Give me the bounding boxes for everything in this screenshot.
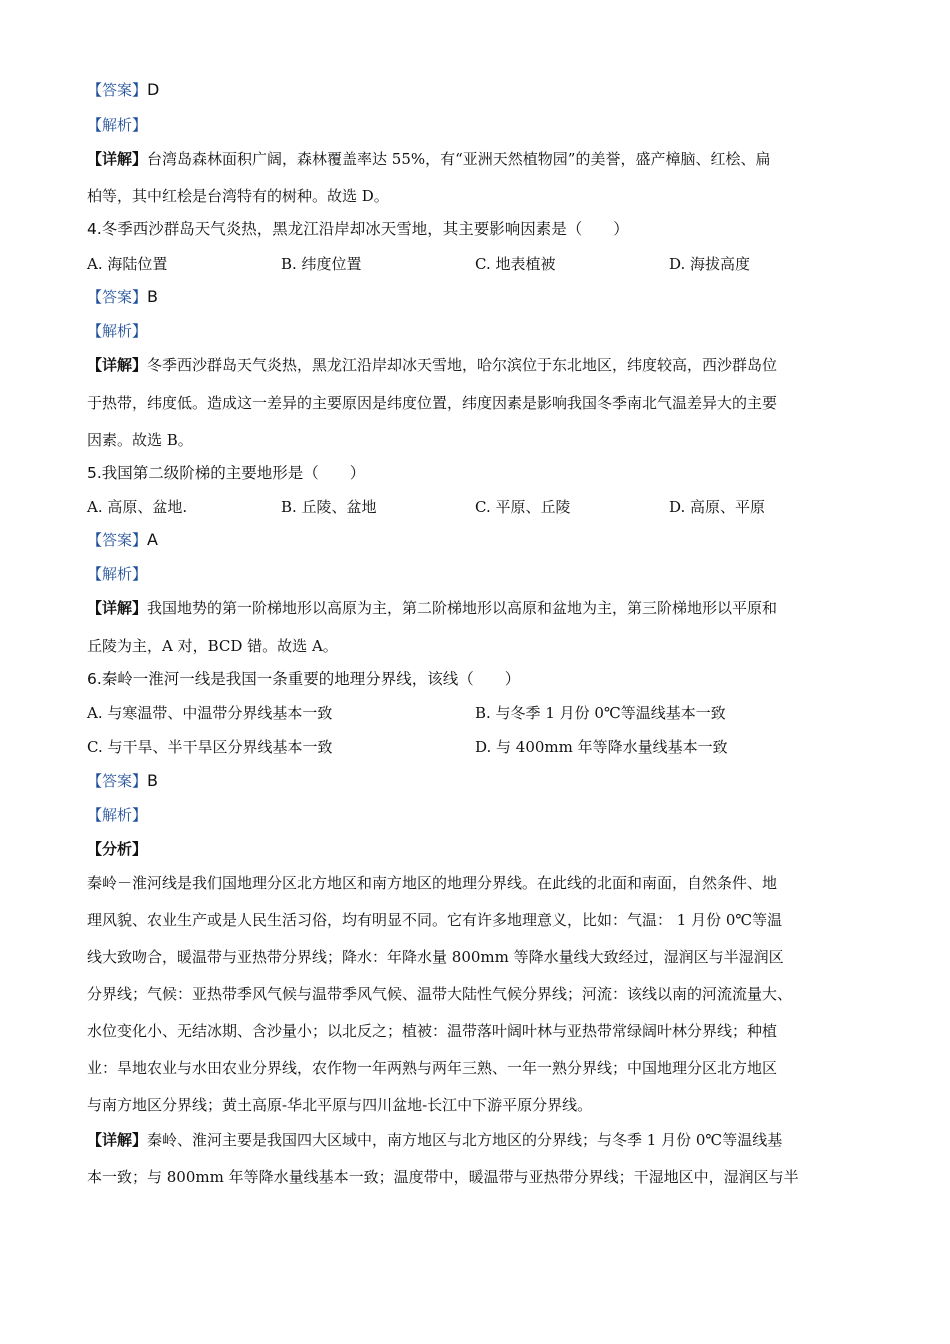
q4-option-b: B. 纬度位置 xyxy=(281,255,362,273)
detail-tag: 【详解】 xyxy=(87,1131,148,1149)
q6-detail-text-2: 本一致；与 800mm 年等降水量线基本一致；温度带中，暖温带与亚热带分界线；干湿地区中，湿润区与半 xyxy=(87,1168,799,1186)
q6-analysis-text-2: 理风貌、农业生产或是人民生活习俗，均有明显不同。它有许多地理意义，比如：气温： 1 月份 0℃等温 xyxy=(87,911,783,929)
q5-answer-line xyxy=(87,530,877,550)
q6-analysis-text-3: 线大致吻合，暖温带与亚热带分界线；降水：年降水量 800mm 等降水量线大致经过，湿润区与半湿润区 xyxy=(87,948,784,966)
q6-analysis-text-5: 水位变化小、无结冰期、含沙量小；以北反之；植被：温带落叶阔叶林与亚热带常绿阔叶林分界线；种植 xyxy=(87,1022,778,1040)
q6-analysis-text-1: 秦岭－淮河线是我们国地理分区北方地区和南方地区的地理分界线。在此线的北面和南面，自然条件、地 xyxy=(87,874,778,892)
q5-detail-line-2 xyxy=(87,636,877,656)
q5-analysis-line xyxy=(87,564,877,584)
q6-answer-value: B xyxy=(147,771,158,790)
q6-option-d: D. 与 400mm 年等降水量线基本一致 xyxy=(475,738,728,756)
q5-option-a: A. 高原、盆地. xyxy=(87,498,188,516)
q3-answer-value: D xyxy=(147,80,160,99)
detail-tag: 【详解】 xyxy=(87,599,148,617)
q6-analysis-text-4: 分界线；气候：亚热带季风气候与温带季风气候、温带大陆性气候分界线；河流：该线以南的河流流量大、 xyxy=(87,985,793,1003)
q6-answer-line xyxy=(87,771,877,791)
q5-detail-text-1: 我国地势的第一阶梯地形以高原为主，第二阶梯地形以高原和盆地为主，第三阶梯地形以平原和 xyxy=(147,599,778,617)
q3-answer-line xyxy=(87,80,877,100)
q3-analysis-line xyxy=(87,115,877,135)
q4-detail-line-3 xyxy=(87,430,877,450)
q6-option-b: B. 与冬季 1 月份 0℃等温线基本一致 xyxy=(475,704,726,722)
q5-detail-line-1 xyxy=(87,598,877,618)
answer-tag: 【答案】 xyxy=(87,772,148,790)
q4-detail-text-2: 于热带，纬度低。造成这一差异的主要原因是纬度位置，纬度因素是影响我国冬季南北气温差异大的主要 xyxy=(87,394,778,412)
answer-tag: 【答案】 xyxy=(87,288,148,306)
q4-detail-line-1 xyxy=(87,355,877,375)
q3-detail-text-1: 台湾岛森林面积广阔，森林覆盖率达 55%，有“亚洲天然植物园”的美誉，盛产樟脑、红桧、扁 xyxy=(147,150,771,168)
q6-analysis-text-6: 业：旱地农业与水田农业分界线，农作物一年两熟与两年三熟、一年一熟分界线；中国地理分区北方地区 xyxy=(87,1059,778,1077)
q3-detail-line-1 xyxy=(87,149,877,169)
q4-detail-text-3: 因素。故选 B。 xyxy=(87,431,193,449)
fenxi-tag: 【分析】 xyxy=(87,840,148,858)
q6-analysis-text-7: 与南方地区分界线；黄土高原-华北平原与四川盆地-长江中下游平原分界线。 xyxy=(87,1096,593,1114)
answer-tag: 【答案】 xyxy=(87,81,148,99)
q3-detail-line-2 xyxy=(87,186,877,206)
q4-answer-value: B xyxy=(147,287,158,306)
q4-analysis-line xyxy=(87,321,877,341)
q3-detail-text-2: 柏等，其中红桧是台湾特有的树种。故选 D。 xyxy=(87,187,389,205)
q5-option-d: D. 高原、平原 xyxy=(669,498,766,516)
analysis-tag: 【解析】 xyxy=(87,806,148,824)
q5-detail-text-2: 丘陵为主，A 对，BCD 错。故选 A。 xyxy=(87,637,338,655)
q6-fenxi-line xyxy=(87,839,877,859)
q6-option-c: C. 与干旱、半干旱区分界线基本一致 xyxy=(87,738,333,756)
detail-tag: 【详解】 xyxy=(87,356,148,374)
q4-answer-line xyxy=(87,287,877,307)
q5-option-c: C. 平原、丘陵 xyxy=(475,498,571,516)
q6-option-a: A. 与寒温带、中温带分界线基本一致 xyxy=(87,704,333,722)
q4-detail-text-1: 冬季西沙群岛天气炎热，黑龙江沿岸却冰天雪地，哈尔滨位于东北地区，纬度较高，西沙群岛位 xyxy=(147,356,778,374)
q4-detail-line-2 xyxy=(87,393,877,413)
detail-tag: 【详解】 xyxy=(87,150,148,168)
analysis-tag: 【解析】 xyxy=(87,322,148,340)
q4-stem: 4.冬季西沙群岛天气炎热，黑龙江沿岸却冰天雪地，其主要影响因素是（ ） xyxy=(87,220,629,238)
analysis-tag: 【解析】 xyxy=(87,565,148,583)
q5-option-b: B. 丘陵、盆地 xyxy=(281,498,377,516)
q6-detail-text-1: 秦岭、淮河主要是我国四大区域中，南方地区与北方地区的分界线；与冬季 1 月份 0℃等温线基 xyxy=(147,1131,783,1149)
q4-option-c: C. 地表植被 xyxy=(475,255,556,273)
q4-option-a: A. 海陆位置 xyxy=(87,255,168,273)
q6-analysis-line xyxy=(87,805,877,825)
q6-detail-line-2 xyxy=(87,1167,877,1187)
q5-answer-value: A xyxy=(147,530,158,549)
q4-option-d: D. 海拔高度 xyxy=(669,255,751,273)
q5-stem: 5.我国第二级阶梯的主要地形是（ ） xyxy=(87,464,366,482)
answer-tag: 【答案】 xyxy=(87,531,148,549)
analysis-tag: 【解析】 xyxy=(87,116,148,134)
q6-detail-line-1 xyxy=(87,1130,877,1150)
q6-stem: 6.秦岭一淮河一线是我国一条重要的地理分界线，该线（ ） xyxy=(87,670,521,688)
